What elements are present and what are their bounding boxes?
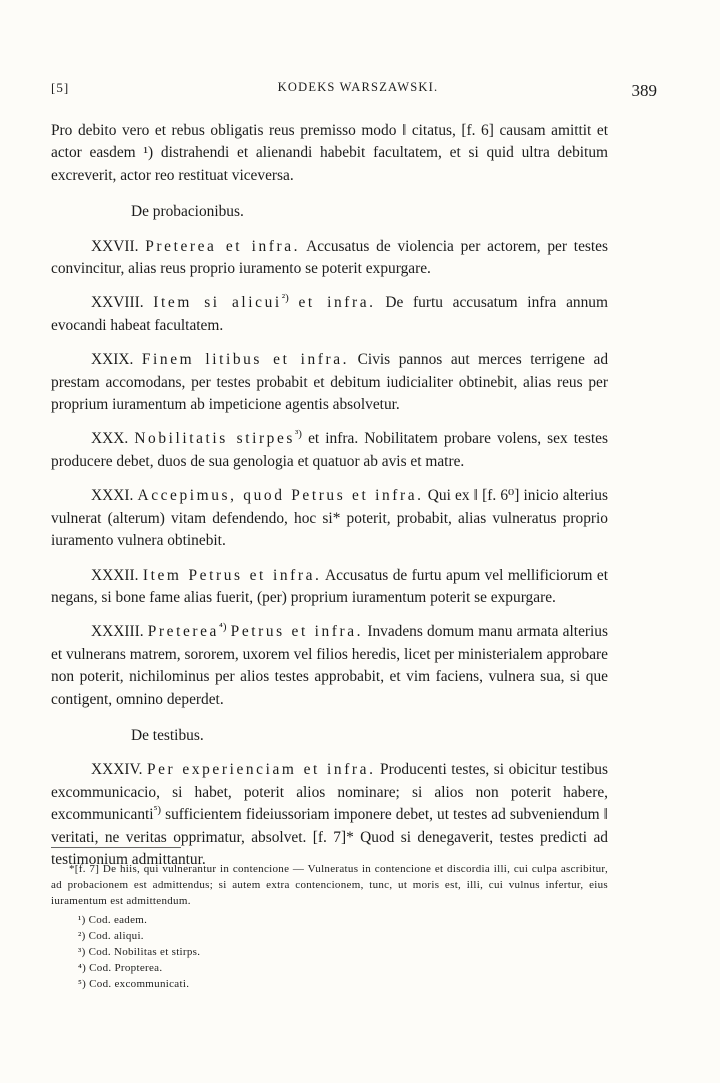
article-incipit-tail: et infra.	[298, 294, 376, 312]
footnote-ref: ⁴)	[218, 621, 227, 634]
article-incipit: Item si alicui	[153, 294, 282, 312]
article-incipit: Per experienciam et infra.	[146, 761, 376, 779]
footnote-ref: ⁵)	[153, 804, 162, 817]
footnote-ref: ³)	[294, 428, 302, 441]
article-text: De furtu accusatum infra annum evocandi habeat facultatem.	[51, 294, 608, 334]
article-number: XXXIII.	[91, 623, 144, 641]
article-29	[51, 349, 608, 416]
article-text-continued: sufficientem fideiussoriam imponere debet, ut testes ad subveniendum ‖ veritati, ne veritas opprimatur, absolvet. [f. 7]* Quod si denegaverit, testes predicti ad testimonium admittantur.	[51, 806, 608, 868]
article-31	[51, 485, 608, 552]
footnotes	[51, 862, 608, 992]
article-number: XXXII.	[91, 566, 139, 584]
article-number: XXXI.	[91, 487, 134, 505]
article-incipit: Finem litibus et infra.	[141, 351, 350, 369]
footnote: ⁴) Cod. Propterea.	[78, 961, 163, 974]
article-number: XXXIV.	[91, 761, 143, 779]
article-text: Civis pannos aut merces terrigene ad prestam accomodans, per testes probabit et debitum iudicialiter obtinebit, alias reus per proprium iuramentum ab impeticione agentis absolvetur.	[51, 351, 609, 414]
article-27	[51, 236, 608, 281]
article-text: Accusatus de furtu apum vel mellificiorum et negans, si bone fame alias fuerit, (per) proprium iuramentum poterit se expurgare.	[51, 566, 608, 606]
article-incipit-tail: et infra.	[308, 430, 359, 448]
footnote: ²) Cod. aliqui.	[78, 930, 144, 943]
article-33	[51, 621, 608, 711]
running-head	[51, 80, 665, 104]
article-30	[51, 428, 608, 473]
main-text	[51, 120, 608, 883]
article-incipit-tail: Petrus et infra.	[230, 623, 364, 641]
article-incipit: Item Petrus et infra.	[142, 566, 322, 584]
marginal-note: *[f. 7] De hiis, qui vulnerantur in contencione — Vulneratus in contencione et discordia illi, cui culpa ascribitur, ad probacionem est admittendus; si autem extra contencionem, tunc, ut moris est, illi, cui vulnus infertur, eius iuramentum est admittendum.	[51, 863, 608, 907]
article-text: Invadens domum manu armata alterius et vulnerans matrem, sororem, uxorem vel filios heredis, licet per ministerialem approbare non poterit, nichilominus per alios testes approbabit, et vim faciens, vulnera sua, si que contigent, omnino deperdet.	[51, 623, 608, 708]
footnote-ref: ²)	[281, 292, 289, 305]
article-incipit: Preterea	[147, 623, 219, 641]
article-number: XXVII.	[91, 237, 139, 255]
footnote: ³) Cod. Nobilitas et stirps.	[78, 945, 201, 958]
article-text: Accusatus de violencia per actorem, per testes convincitur, alias reus proprio iuramento se poterit expurgare.	[51, 237, 609, 278]
article-text: Producenti testes, si obicitur testibus excommunicacio, si habet, poterit alios nominare; si alios non poterit habere, excommunicanti	[51, 761, 608, 824]
article-number: XXIX.	[91, 351, 134, 369]
running-title: KODEKS WARSZAWSKI.	[277, 80, 439, 94]
article-number: XXX.	[91, 430, 129, 448]
section-heading-probacionibus: De probacionibus.	[131, 203, 244, 221]
article-34	[51, 759, 608, 871]
chapter-marker: [5]	[51, 80, 70, 95]
article-number: XXVIII.	[91, 294, 144, 312]
page-number: 389	[631, 81, 657, 100]
footnote: ¹) Cod. eadem.	[78, 914, 148, 927]
footnote-divider	[51, 847, 181, 848]
footnote: ⁵) Cod. excommunicati.	[78, 977, 190, 990]
intro-paragraph: Pro debito vero et rebus obligatis reus premisso modo ‖ citatus, [f. 6] causam amittit et actor easdem ¹) distrahendi et alienandi habebit facultatem, et si quid ultra debitum excreverit, actor reo restituat viceversa.	[51, 122, 608, 184]
article-text: Nobilitatem probare volens, sex testes producere debet, duos de sua genologia et quatuor ab avis et matre.	[51, 430, 608, 470]
article-incipit: Preterea et infra.	[145, 237, 301, 255]
article-28	[51, 292, 608, 337]
article-incipit: Nobilitatis stirpes	[134, 430, 295, 448]
article-32	[51, 565, 608, 610]
section-heading-testibus: De testibus.	[131, 726, 204, 744]
article-incipit: Accepimus, quod Petrus et infra.	[137, 487, 424, 505]
article-text: Qui ex ‖ [f. 6⁰] inicio alterius vulnerat (alterum) vitam defendendo, hoc si* poterit, probabit, alias vulneratus proprio iuramento vulnera obtinebit.	[51, 487, 608, 550]
